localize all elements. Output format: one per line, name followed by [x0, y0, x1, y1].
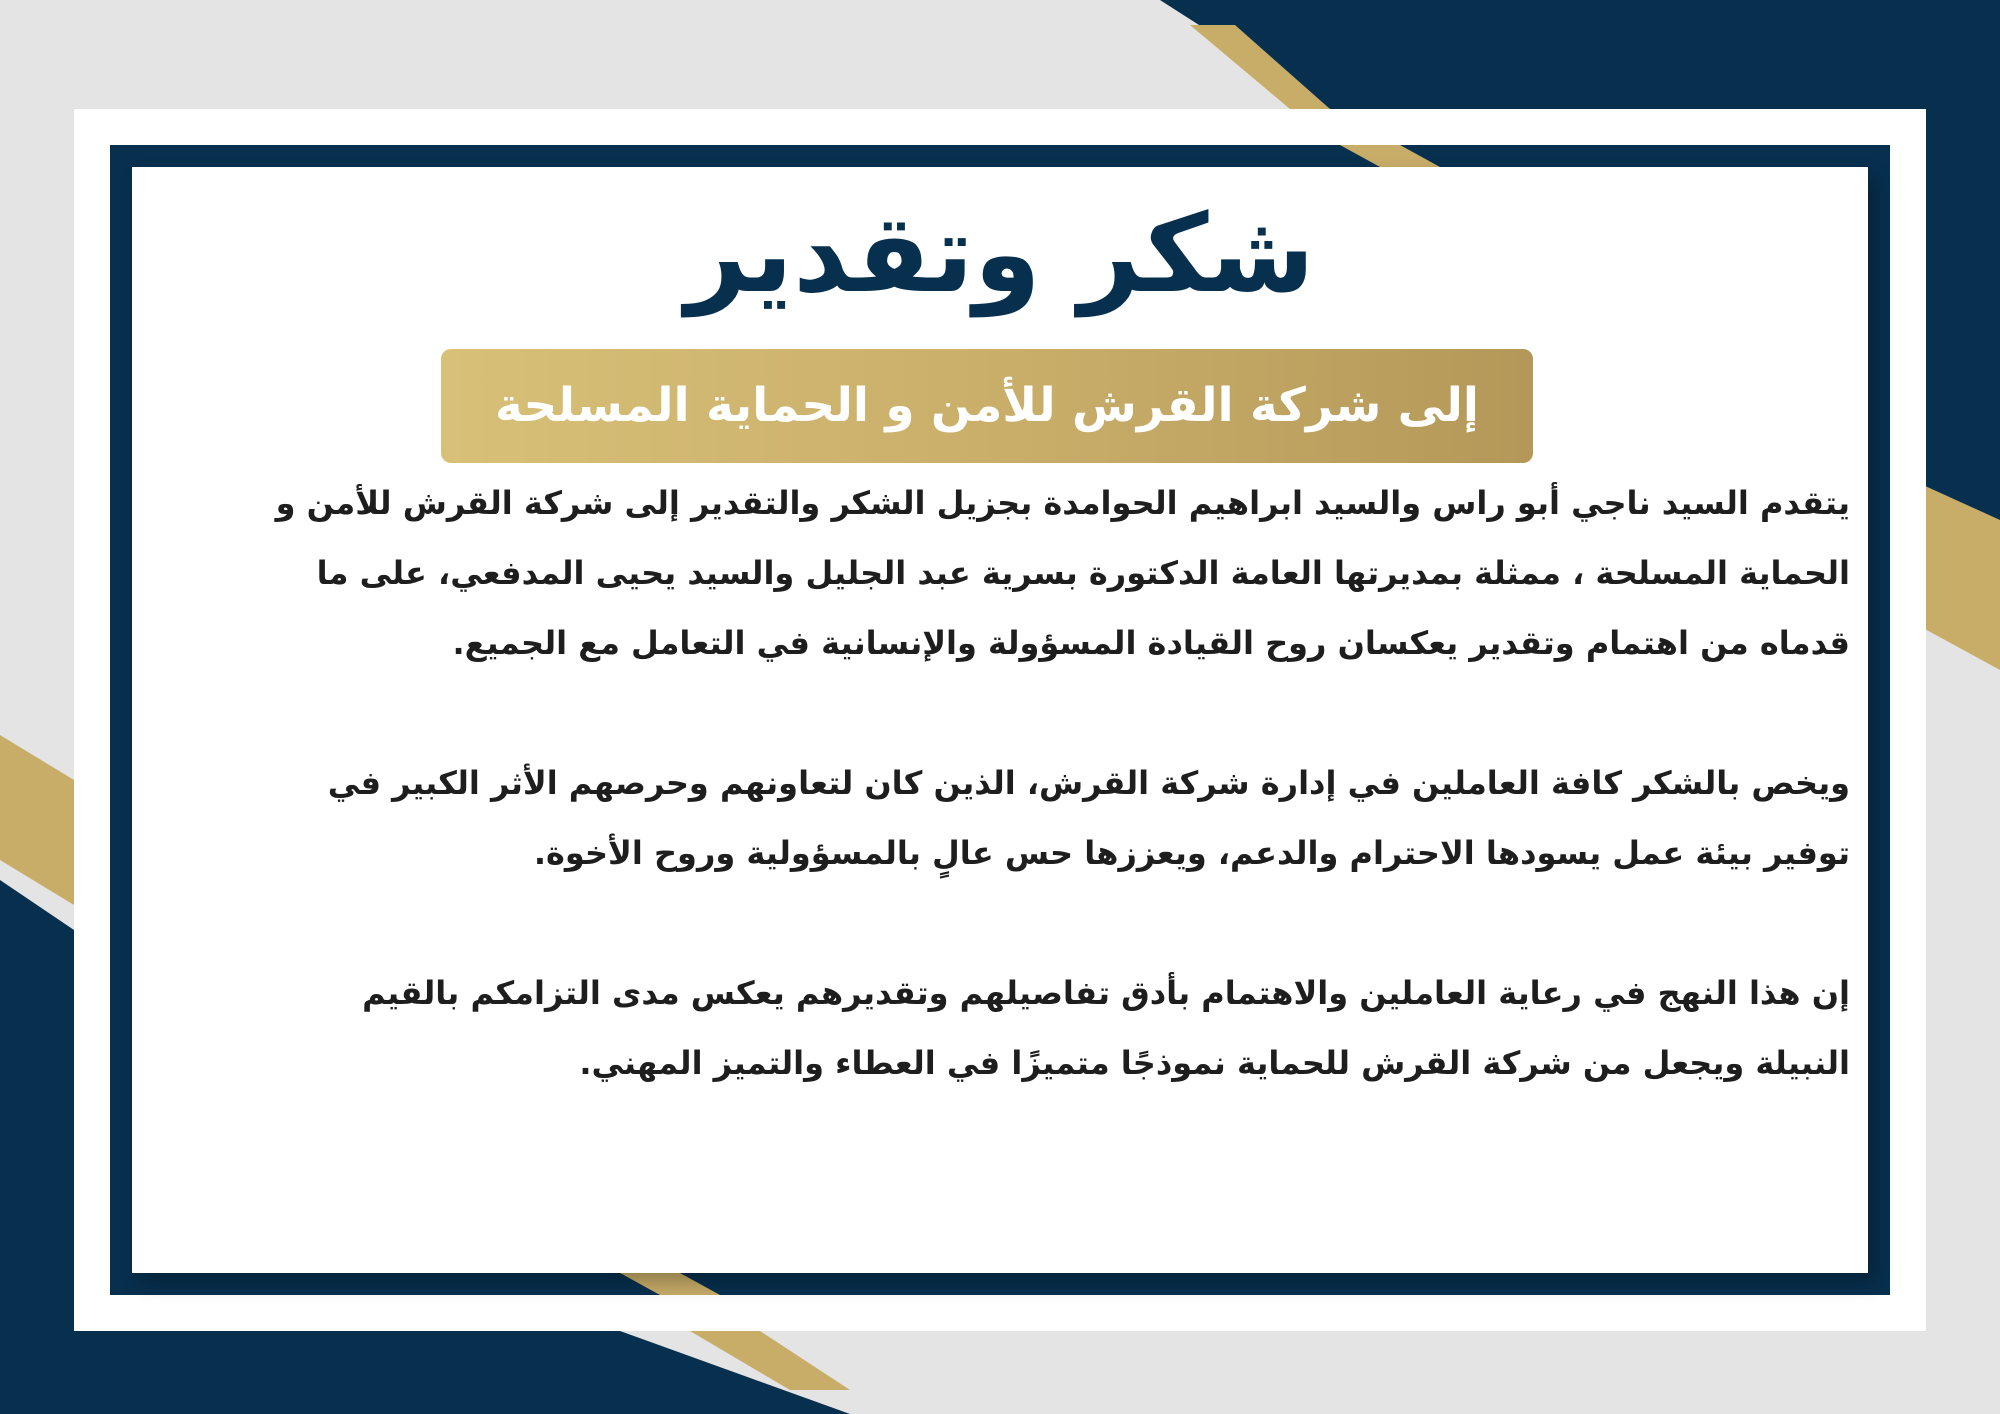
body-paragraph-3: إن هذا النهج في رعاية العاملين والاهتمام بأدق تفاصيلهم وتقديرهم يعكس مدى التزامكم بالقيم النبيلة ويجعل من شركة القرش للحماية نموذجًا متميزًا في العطاء والتميز المهني.: [362, 974, 1850, 1082]
body-paragraph-1: يتقدم السيد ناجي أبو راس والسيد ابراهيم الحوامدة بجزيل الشكر والتقدير إلى شركة القرش للأمن و الحماية المسلحة ، ممثلة بمديرتها العامة الدكتورة بسرية عبد الجليل والسيد يحيى المدفعي، على ما قدماه من اهتمام وتقدير يعكسان روح القيادة المسؤولة والإنسانية في التعامل مع الجميع.: [275, 484, 1850, 662]
body-paragraph-2: ويخص بالشكر كافة العاملين في إدارة شركة القرش، الذين كان لتعاونهم وحرصهم الأثر الكبير في توفير بيئة عمل يسودها الاحترام والدعم، ويعززها حس عالٍ بالمسؤولية وروح الأخوة.: [327, 764, 1850, 872]
certificate-title: شكر وتقدير: [685, 192, 1315, 317]
certificate-body: [164, 468, 1850, 1168]
recipient-banner: إلى شركة القرش للأمن و الحماية المسلحة: [441, 349, 1533, 463]
